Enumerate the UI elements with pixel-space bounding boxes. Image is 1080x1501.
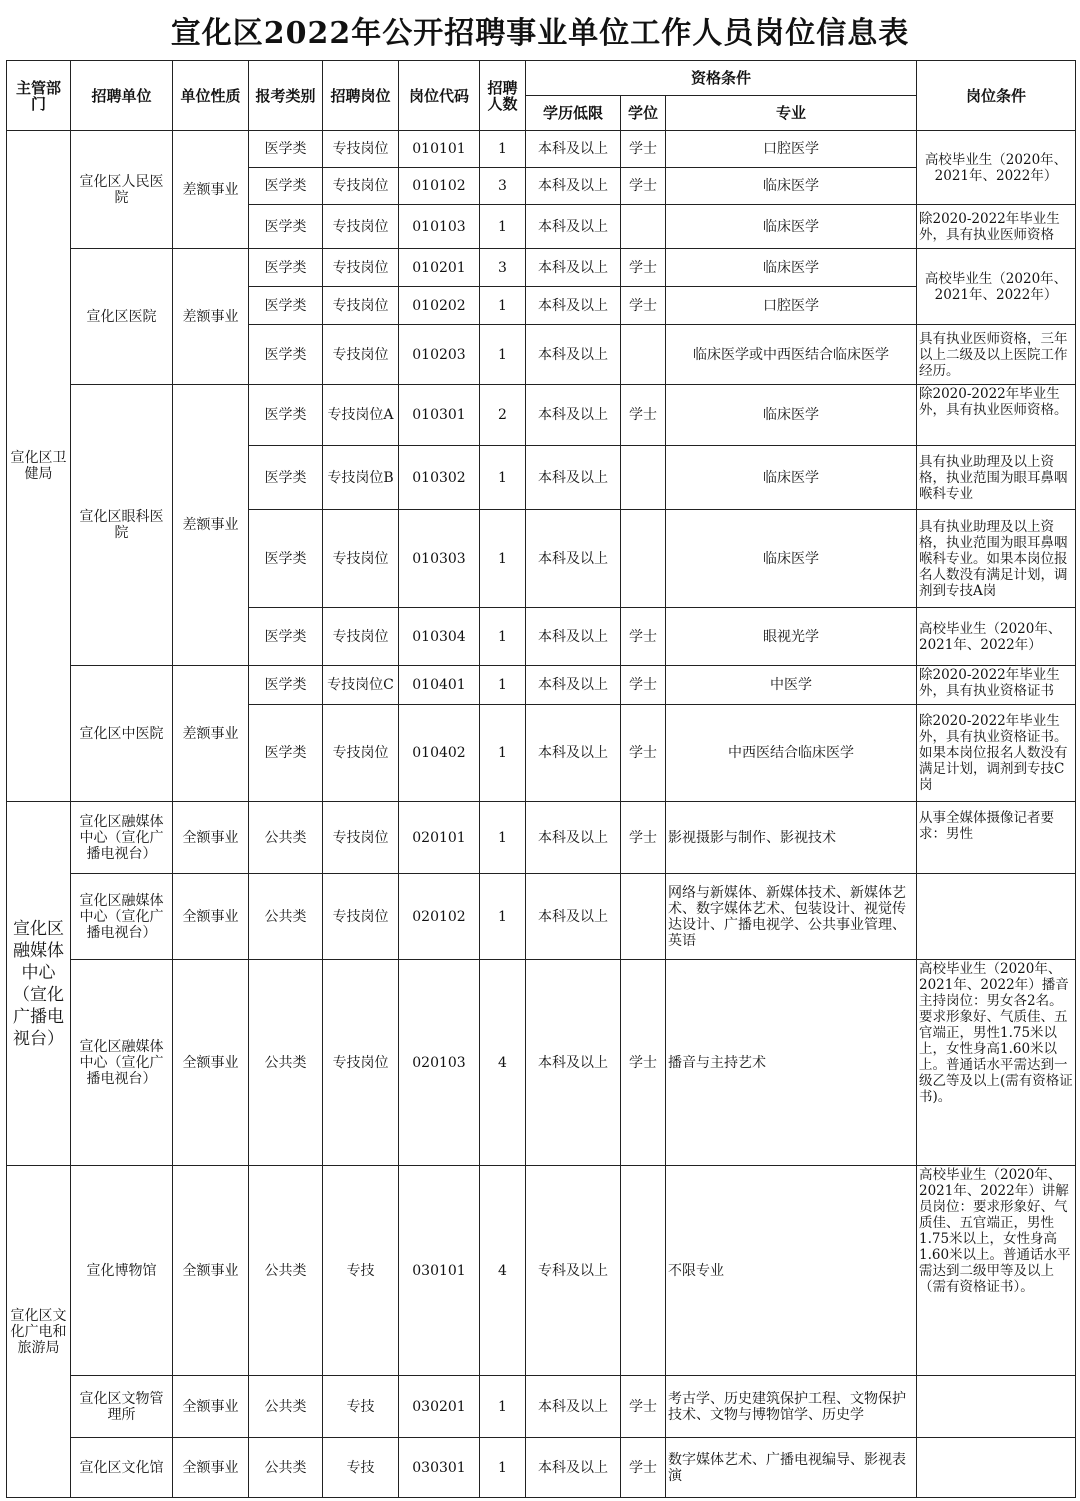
position-table xyxy=(6,60,1076,1498)
unit-cell: 宣化区文物管理所 xyxy=(71,1376,173,1438)
edu-cell: 本科及以上 xyxy=(526,802,621,874)
category-cell: 公共类 xyxy=(249,960,323,1166)
table-row xyxy=(7,131,1076,168)
category-cell: 医学类 xyxy=(249,131,323,168)
degree-cell xyxy=(621,205,666,249)
count-cell: 3 xyxy=(480,249,526,287)
major-cell: 临床医学 xyxy=(666,385,917,446)
code-cell: 010202 xyxy=(399,287,480,325)
degree-cell: 学士 xyxy=(621,666,666,705)
count-cell: 1 xyxy=(480,705,526,802)
dept-cell: 宣化区融媒体中心（宣化广播电视台） xyxy=(7,802,71,1166)
edu-cell: 本科及以上 xyxy=(526,608,621,666)
unit-cell: 宣化博物馆 xyxy=(71,1166,173,1376)
edu-cell: 本科及以上 xyxy=(526,705,621,802)
category-cell: 医学类 xyxy=(249,385,323,446)
major-cell: 考古学、历史建筑保护工程、文物保护技术、文物与博物馆学、历史学 xyxy=(666,1376,917,1438)
post-cell: 专技岗位 xyxy=(323,510,399,608)
unit-cell: 宣化区眼科医院 xyxy=(71,385,173,666)
major-cell: 临床医学 xyxy=(666,510,917,608)
category-cell: 公共类 xyxy=(249,874,323,960)
major-cell: 播音与主持艺术 xyxy=(666,960,917,1166)
major-cell: 临床医学 xyxy=(666,168,917,205)
header-post: 招聘岗位 xyxy=(323,61,399,131)
degree-cell xyxy=(621,510,666,608)
count-cell: 1 xyxy=(480,131,526,168)
degree-cell: 学士 xyxy=(621,608,666,666)
table-row xyxy=(7,385,1076,446)
unit-cell: 宣化区医院 xyxy=(71,249,173,385)
code-cell: 020102 xyxy=(399,874,480,960)
major-cell: 眼视光学 xyxy=(666,608,917,666)
code-cell: 010301 xyxy=(399,385,480,446)
edu-cell: 本科及以上 xyxy=(526,325,621,385)
count-cell: 1 xyxy=(480,325,526,385)
edu-cell: 本科及以上 xyxy=(526,874,621,960)
degree-cell xyxy=(621,874,666,960)
category-cell: 医学类 xyxy=(249,608,323,666)
condition-cell: 除2020-2022年毕业生外，具有执业医师资格 xyxy=(917,205,1076,249)
table-row xyxy=(7,1438,1076,1498)
post-cell: 专技岗位 xyxy=(323,705,399,802)
page-title: 宣化区2022年公开招聘事业单位工作人员岗位信息表 xyxy=(170,16,910,51)
header-count: 招聘人数 xyxy=(480,61,526,131)
edu-cell: 本科及以上 xyxy=(526,510,621,608)
category-cell: 医学类 xyxy=(249,249,323,287)
condition-cell: 高校毕业生（2020年、2021年、2022年） xyxy=(917,131,1076,205)
degree-cell: 学士 xyxy=(621,1376,666,1438)
nature-cell: 全额事业 xyxy=(173,1376,249,1438)
code-cell: 020101 xyxy=(399,802,480,874)
major-cell: 临床医学 xyxy=(666,446,917,510)
header-qualification: 资格条件 xyxy=(526,61,917,96)
post-cell: 专技岗位 xyxy=(323,960,399,1166)
count-cell: 2 xyxy=(480,385,526,446)
category-cell: 医学类 xyxy=(249,205,323,249)
major-cell: 临床医学或中西医结合临床医学 xyxy=(666,325,917,385)
nature-cell: 差额事业 xyxy=(173,385,249,666)
category-cell: 公共类 xyxy=(249,802,323,874)
table-row xyxy=(7,802,1076,874)
degree-cell: 学士 xyxy=(621,802,666,874)
condition-cell: 高校毕业生（2020年、2021年、2022年）讲解员岗位：要求形象好、气质佳、五官端正，男性1.75米以上，女性身高1.60米以上。普通话水平需达到二级甲等及以上（需有资格证书）。 xyxy=(917,1166,1076,1376)
major-cell: 中西医结合临床医学 xyxy=(666,705,917,802)
table-row xyxy=(7,1376,1076,1438)
count-cell: 1 xyxy=(480,802,526,874)
count-cell: 1 xyxy=(480,205,526,249)
major-cell: 中医学 xyxy=(666,666,917,705)
unit-cell: 宣化区融媒体中心（宣化广播电视台） xyxy=(71,802,173,874)
dept-cell: 宣化区卫健局 xyxy=(7,131,71,802)
category-cell: 公共类 xyxy=(249,1376,323,1438)
post-cell: 专技岗位 xyxy=(323,325,399,385)
condition-cell xyxy=(917,1438,1076,1498)
nature-cell: 全额事业 xyxy=(173,960,249,1166)
dept-cell: 宣化区文化广电和旅游局 xyxy=(7,1166,71,1498)
category-cell: 医学类 xyxy=(249,446,323,510)
count-cell: 4 xyxy=(480,1166,526,1376)
code-cell: 010302 xyxy=(399,446,480,510)
category-cell: 医学类 xyxy=(249,510,323,608)
condition-cell: 具有执业助理及以上资格，执业范围为眼耳鼻咽喉科专业。如果本岗位报名人数没有满足计划，调剂到专技A岗 xyxy=(917,510,1076,608)
post-cell: 专技岗位 xyxy=(323,131,399,168)
header-condition: 岗位条件 xyxy=(917,61,1076,131)
unit-cell: 宣化区融媒体中心（宣化广播电视台） xyxy=(71,960,173,1166)
degree-cell: 学士 xyxy=(621,1438,666,1498)
degree-cell xyxy=(621,325,666,385)
post-cell: 专技岗位A xyxy=(323,385,399,446)
condition-cell: 具有执业助理及以上资格，执业范围为眼耳鼻咽喉科专业 xyxy=(917,446,1076,510)
edu-cell: 本科及以上 xyxy=(526,205,621,249)
code-cell: 030101 xyxy=(399,1166,480,1376)
unit-cell: 宣化区人民医院 xyxy=(71,131,173,249)
count-cell: 1 xyxy=(480,1438,526,1498)
unit-cell: 宣化区文化馆 xyxy=(71,1438,173,1498)
code-cell: 030201 xyxy=(399,1376,480,1438)
category-cell: 公共类 xyxy=(249,1438,323,1498)
major-cell: 影视摄影与制作、影视技术 xyxy=(666,802,917,874)
code-cell: 010401 xyxy=(399,666,480,705)
edu-cell: 本科及以上 xyxy=(526,287,621,325)
header-unit: 招聘单位 xyxy=(71,61,173,131)
code-cell: 020103 xyxy=(399,960,480,1166)
count-cell: 3 xyxy=(480,168,526,205)
major-cell: 临床医学 xyxy=(666,205,917,249)
header-code: 岗位代码 xyxy=(399,61,480,131)
nature-cell: 全额事业 xyxy=(173,1166,249,1376)
header-degree: 学位 xyxy=(621,96,666,131)
nature-cell: 全额事业 xyxy=(173,802,249,874)
category-cell: 医学类 xyxy=(249,325,323,385)
major-cell: 口腔医学 xyxy=(666,287,917,325)
code-cell: 010203 xyxy=(399,325,480,385)
post-cell: 专技岗位 xyxy=(323,874,399,960)
header-dept: 主管部门 xyxy=(7,61,71,131)
header-nature: 单位性质 xyxy=(173,61,249,131)
condition-cell: 具有执业医师资格，三年以上二级及以上医院工作经历。 xyxy=(917,325,1076,385)
degree-cell: 学士 xyxy=(621,960,666,1166)
count-cell: 1 xyxy=(480,510,526,608)
edu-cell: 本科及以上 xyxy=(526,131,621,168)
count-cell: 1 xyxy=(480,666,526,705)
major-cell: 不限专业 xyxy=(666,1166,917,1376)
nature-cell: 差额事业 xyxy=(173,249,249,385)
condition-cell: 除2020-2022年毕业生外，具有执业资格证书。如果本岗位报名人数没有满足计划，调剂到专技C岗 xyxy=(917,705,1076,802)
degree-cell: 学士 xyxy=(621,287,666,325)
condition-cell xyxy=(917,874,1076,960)
post-cell: 专技岗位 xyxy=(323,249,399,287)
nature-cell: 差额事业 xyxy=(173,666,249,802)
edu-cell: 本科及以上 xyxy=(526,960,621,1166)
nature-cell: 差额事业 xyxy=(173,131,249,249)
condition-cell: 除2020-2022年毕业生外，具有执业医师资格。 xyxy=(917,385,1076,446)
post-cell: 专技岗位 xyxy=(323,802,399,874)
edu-cell: 本科及以上 xyxy=(526,385,621,446)
unit-cell: 宣化区中医院 xyxy=(71,666,173,802)
count-cell: 1 xyxy=(480,446,526,510)
edu-cell: 专科及以上 xyxy=(526,1166,621,1376)
code-cell: 010201 xyxy=(399,249,480,287)
major-cell: 数字媒体艺术、广播电视编导、影视表演 xyxy=(666,1438,917,1498)
condition-cell: 高校毕业生（2020年、2021年、2022年）播音主持岗位：男女各2名。要求形象好、气质佳、五官端正，男性1.75米以上，女性身高1.60米以上。普通话水平需达到一级乙等及以上(需有资格证书)。 xyxy=(917,960,1076,1166)
category-cell: 公共类 xyxy=(249,1166,323,1376)
post-cell: 专技岗位 xyxy=(323,287,399,325)
header-edu: 学历低限 xyxy=(526,96,621,131)
code-cell: 010402 xyxy=(399,705,480,802)
post-cell: 专技岗位 xyxy=(323,168,399,205)
degree-cell: 学士 xyxy=(621,705,666,802)
post-cell: 专技 xyxy=(323,1166,399,1376)
degree-cell: 学士 xyxy=(621,168,666,205)
code-cell: 010101 xyxy=(399,131,480,168)
major-cell: 口腔医学 xyxy=(666,131,917,168)
post-cell: 专技岗位C xyxy=(323,666,399,705)
edu-cell: 本科及以上 xyxy=(526,249,621,287)
condition-cell: 高校毕业生（2020年、2021年、2022年） xyxy=(917,249,1076,325)
count-cell: 1 xyxy=(480,1376,526,1438)
nature-cell: 全额事业 xyxy=(173,874,249,960)
code-cell: 010303 xyxy=(399,510,480,608)
edu-cell: 本科及以上 xyxy=(526,1376,621,1438)
condition-cell: 高校毕业生（2020年、2021年、2022年） xyxy=(917,608,1076,666)
post-cell: 专技岗位 xyxy=(323,205,399,249)
count-cell: 1 xyxy=(480,608,526,666)
category-cell: 医学类 xyxy=(249,666,323,705)
degree-cell xyxy=(621,446,666,510)
major-cell: 网络与新媒体、新媒体技术、新媒体艺术、数字媒体艺术、包装设计、视觉传达设计、广播电视学、公共事业管理、英语 xyxy=(666,874,917,960)
post-cell: 专技 xyxy=(323,1376,399,1438)
table-row xyxy=(7,1166,1076,1376)
code-cell: 010103 xyxy=(399,205,480,249)
category-cell: 医学类 xyxy=(249,287,323,325)
post-cell: 专技 xyxy=(323,1438,399,1498)
table-row xyxy=(7,666,1076,705)
code-cell: 030301 xyxy=(399,1438,480,1498)
degree-cell: 学士 xyxy=(621,249,666,287)
count-cell: 1 xyxy=(480,874,526,960)
major-cell: 临床医学 xyxy=(666,249,917,287)
post-cell: 专技岗位B xyxy=(323,446,399,510)
nature-cell: 全额事业 xyxy=(173,1438,249,1498)
edu-cell: 本科及以上 xyxy=(526,168,621,205)
code-cell: 010102 xyxy=(399,168,480,205)
unit-cell: 宣化区融媒体中心（宣化广播电视台） xyxy=(71,874,173,960)
edu-cell: 本科及以上 xyxy=(526,1438,621,1498)
condition-cell: 除2020-2022年毕业生外，具有执业资格证书 xyxy=(917,666,1076,705)
category-cell: 医学类 xyxy=(249,168,323,205)
table-row xyxy=(7,249,1076,287)
table-row xyxy=(7,960,1076,1166)
header-category: 报考类别 xyxy=(249,61,323,131)
code-cell: 010304 xyxy=(399,608,480,666)
condition-cell: 从事全媒体摄像记者要求：男性 xyxy=(917,802,1076,874)
degree-cell xyxy=(621,1166,666,1376)
edu-cell: 本科及以上 xyxy=(526,666,621,705)
table-row xyxy=(7,874,1076,960)
condition-cell xyxy=(917,1376,1076,1438)
degree-cell: 学士 xyxy=(621,131,666,168)
post-cell: 专技岗位 xyxy=(323,608,399,666)
category-cell: 医学类 xyxy=(249,705,323,802)
count-cell: 1 xyxy=(480,287,526,325)
edu-cell: 本科及以上 xyxy=(526,446,621,510)
header-major: 专业 xyxy=(666,96,917,131)
degree-cell: 学士 xyxy=(621,385,666,446)
count-cell: 4 xyxy=(480,960,526,1166)
